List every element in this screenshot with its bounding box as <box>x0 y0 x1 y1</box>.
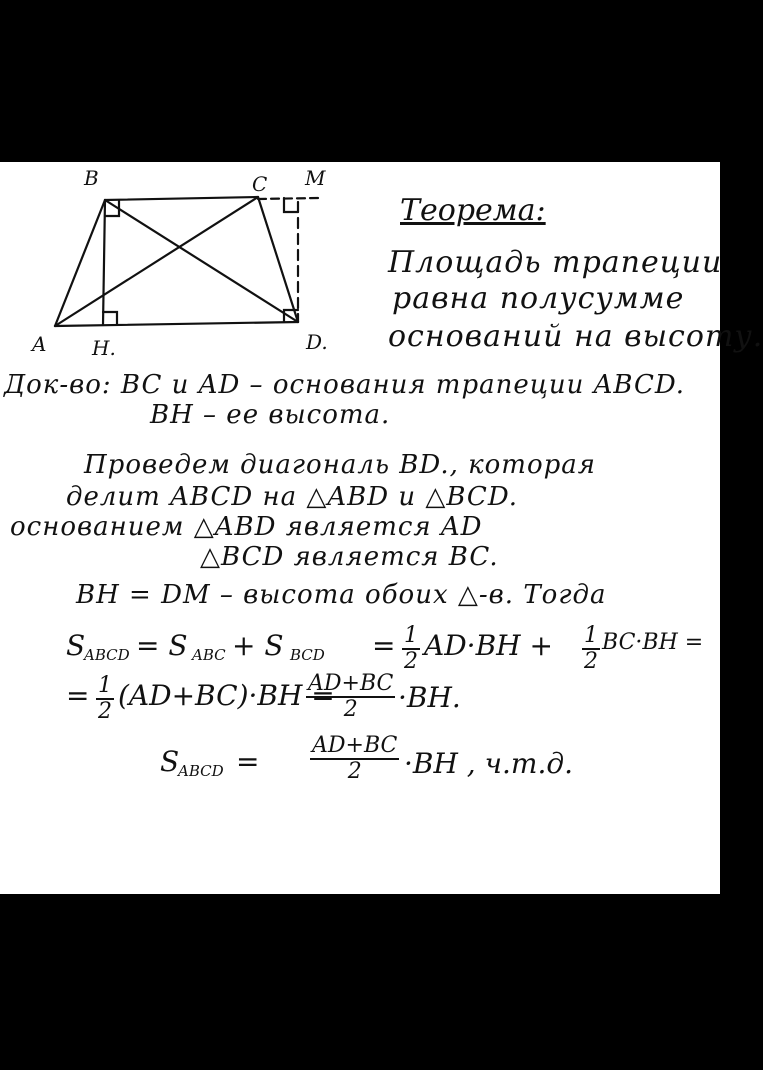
proof-line-3: Проведем диагональ BD., которая <box>84 450 596 480</box>
f2-end: ·BH. <box>398 681 461 714</box>
f3-frac-sum <box>310 734 399 784</box>
f1-sub-abc: ABC <box>192 646 226 664</box>
f2-frac-num: 1 <box>96 674 114 700</box>
f1-frac1-num: 1 <box>402 624 420 650</box>
f3-frac-num: AD+BC <box>310 734 399 760</box>
theorem-line-1: Площадь трапеции <box>388 245 723 280</box>
f2-frac-half <box>96 674 114 724</box>
side-cd <box>258 197 298 322</box>
f2-term: (AD+BC)·BH = <box>118 679 335 712</box>
f3-eq: = <box>236 745 260 778</box>
proof-line-2: BH – ее высота. <box>150 400 391 430</box>
base-ad <box>55 322 298 326</box>
theorem-line-2: равна полусумме <box>392 281 685 316</box>
label-c: C <box>252 172 268 196</box>
f1-frac2-den: 2 <box>584 649 598 675</box>
f1-sub-abcd: ABCD <box>84 646 130 664</box>
theorem-line-3: оснований на высоту. <box>388 319 763 354</box>
proof-line-4: делит ABCD на △ABD и △BCD. <box>66 482 519 512</box>
height-bh <box>103 200 105 325</box>
diagonal-bd <box>105 200 298 322</box>
f1-frac2-num: 1 <box>582 624 600 650</box>
f1-s: S <box>66 629 86 662</box>
f1-sub-bcd: BCD <box>290 646 325 664</box>
proof-line-6: △BCD является BC. <box>200 542 499 572</box>
f1-plus-s: + S <box>232 629 284 662</box>
label-a: A <box>32 332 47 356</box>
f1-frac-half-1 <box>402 624 420 674</box>
f2-frac-sum <box>306 672 395 722</box>
f2-frac2-num: AD+BC <box>306 672 395 698</box>
proof-line-1: Док-во: BC и AD – основания трапеции ABCD. <box>4 370 686 400</box>
f1-eq2: = <box>372 629 396 662</box>
base-bc <box>105 197 258 200</box>
notebook-page <box>0 162 763 894</box>
f1-eq-s: = S <box>136 629 188 662</box>
f1-term1: AD·BH + <box>424 629 553 662</box>
proof-line-7: BH = DM – высота обоих △-в. Тогда <box>76 580 607 610</box>
side-ab <box>55 200 105 326</box>
f1-term2: BC·BH = <box>602 630 704 655</box>
theorem-title: Теорема: <box>400 193 546 228</box>
f3-end: ·BH , ч.т.д. <box>404 747 574 780</box>
f2-frac-den: 2 <box>98 699 112 725</box>
f2-eq: = <box>66 679 90 712</box>
label-b: B <box>84 166 99 190</box>
right-angle-m <box>284 198 298 212</box>
proof-line-5: основанием △ABD является AD <box>10 512 483 542</box>
f3-frac-den: 2 <box>347 759 362 785</box>
extension-cm <box>258 198 318 199</box>
label-d: D. <box>306 330 328 354</box>
f1-frac1-den: 2 <box>404 649 418 675</box>
right-angle-h <box>103 312 117 324</box>
label-h: H. <box>92 336 116 360</box>
f3-s: S <box>160 745 180 778</box>
f2-frac2-den: 2 <box>343 697 358 723</box>
diagonal-ac <box>55 197 258 326</box>
f3-sub-abcd: ABCD <box>178 762 224 780</box>
label-m: M <box>305 166 326 190</box>
f1-frac-half-2 <box>582 624 600 674</box>
